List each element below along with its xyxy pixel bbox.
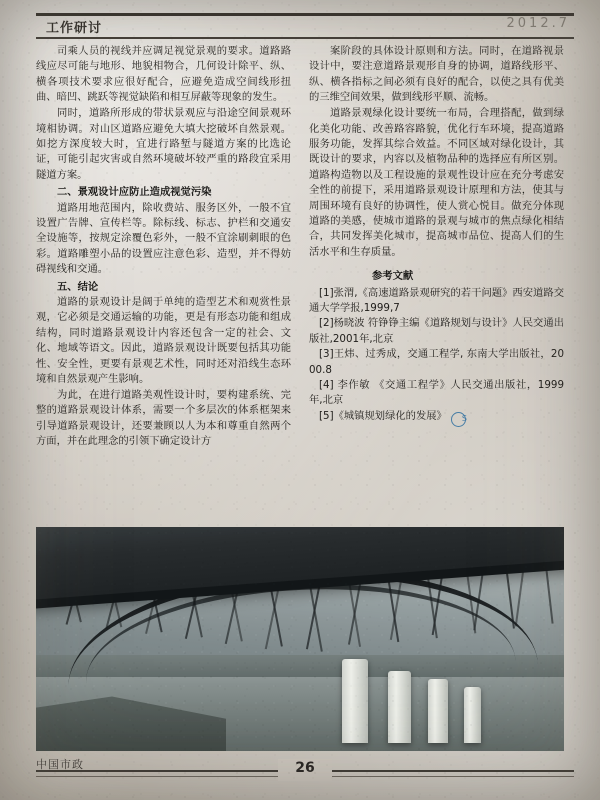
article-body bbox=[36, 44, 564, 524]
paragraph: 道路的景观设计是阔于单纯的造型艺术和观赏性景观，它必须是交通运输的功能，更是有形态功能和组成结构，同时道路景观设计内容还包含一定的社会、文化、地域等语文。因此，道路景观设计既要包括其功能性、安全性，更要有景观艺术性，同时还对沿线生态环境和自然景观产生影响。 bbox=[36, 296, 291, 386]
paragraph: 同时，道路所形成的带状景观应与沿途空间景观环境相协调。对山区道路应避免大填大挖破坏自然景观。如挖方深度较大时，宜进行路堑与隧道方案的比选论证，可能引起灾害或自然环境破坏较严重的路段宜采用隧道方案。 bbox=[36, 107, 291, 181]
reference-item bbox=[309, 409, 564, 427]
paragraph: 为此，在进行道路美观性设计时，要构建系统、完整的道路景观设计体系，需要一个多层次的体系框架来引导道路景观设计，还要兼顾以人为本和尊重自然两个方面，并在此理念的引领下确定设计方 bbox=[36, 388, 291, 448]
header-section-title: 工作研讨 bbox=[46, 21, 103, 36]
photo-grain-overlay bbox=[36, 527, 564, 751]
header-rule-top bbox=[36, 13, 574, 16]
reference-item: [1]张渭,《高速道路景观研究的若干问题》西安道路交通大学学报,1999,7 bbox=[309, 286, 564, 314]
reference-item: [3]王炜、过秀成，交通工程学, 东南大学出版社，2000.8 bbox=[309, 348, 564, 376]
paragraph: 司乘人员的视线并应调足视觉景观的要求。道路路线应尽可能与地形、地貌相物合，几何设计除平、纵、横各项技术要求应很好配合，应避免造成空间线形扭曲、暗凹、跳跃等视觉缺陷和相互屏蔽等现象的发生。 bbox=[36, 45, 291, 104]
reference-item: [4] 李作敏 《交通工程学》人民交通出版社，1999年,北京 bbox=[309, 379, 564, 407]
reference-item: [2]杨晓波 符铮铮主编《道路规划与设计》人民交通出版社,2001年,北京 bbox=[309, 317, 564, 345]
column-right bbox=[309, 44, 564, 524]
paragraph: 道路景观绿化设计要统一布局，合理搭配，做到绿化美化功能、改善路容路貌，优化行车环境，提高道路服务功能，发挥其综合效益。不同区域对绿化设计，其既设计的要求，内容以及植物品种的选择应有所区别。道路构造物以及工程设施的景观性设计应在充分考虑安全性的前提下，采用道路景观设计原理和方法，使其与周围环境有良好的协调性，使人赏心悦目。做充分体现道路的美感，使城市道路的景观与城市的焦点绿化相结合，共同发挥美化城市，提高城市品位、提高人们的生活水平和生存质量。 bbox=[309, 107, 564, 258]
header-rule-bottom bbox=[36, 37, 574, 39]
page-header bbox=[36, 13, 574, 39]
magazine-name: 中国市政 bbox=[36, 758, 84, 771]
column-left bbox=[36, 44, 291, 524]
paragraph: 案阶段的具体设计原则和方法。同时，在道路视景设计中，要注意道路景观形自身的协调，道路线形平、纵、横各指标之间必须有良好的配合，以使之具有优美的三维空间效果，做到线形平顺、流畅。 bbox=[309, 45, 564, 104]
seal-stamp-icon: S bbox=[451, 412, 466, 427]
references-heading: 参考文献 bbox=[372, 270, 414, 283]
page-number: 26 bbox=[295, 760, 315, 776]
reference-text: [5]《城镇规划绿化的发展》 bbox=[319, 409, 447, 422]
page-footer bbox=[36, 760, 574, 786]
section-heading: 五、结论 bbox=[57, 280, 99, 293]
paragraph: 道路用地范围内，除收费站、服务区外，一般不宜设置广告牌、宣传栏等。除标线、标志、护栏和交通安全设施等，按规定涂覆色彩外，一般不宜涂刷刺眼的色彩。道路雕塑小品的设置应注意色彩、造型，并不得妨碍视线和交通。 bbox=[36, 201, 291, 276]
section-heading: 二、景观设计应防止造成视觉污染 bbox=[57, 186, 212, 199]
header-issue-date: 2012.7 bbox=[506, 16, 570, 31]
bridge-photograph bbox=[36, 527, 564, 751]
